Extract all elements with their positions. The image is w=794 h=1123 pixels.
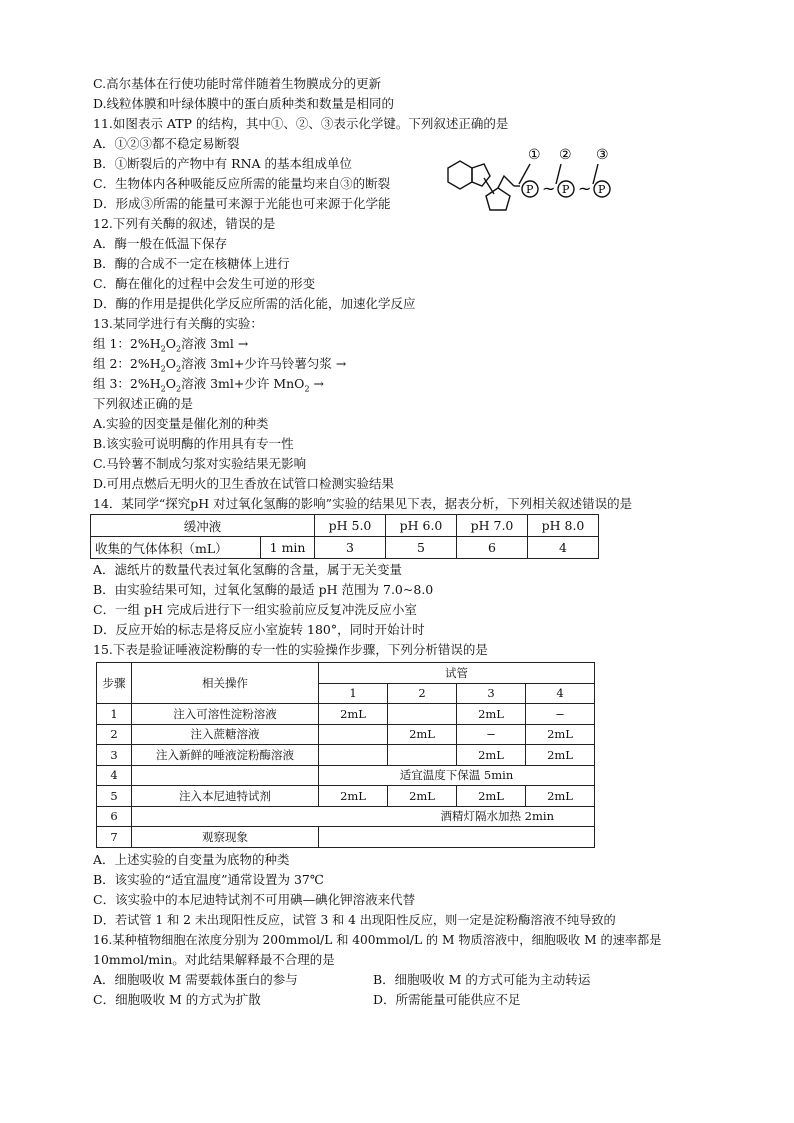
question-13-stem: 13.某同学进行有关酶的实验： (93, 316, 263, 331)
option-line: D.线粒体膜和叶绿体膜中的蛋白质种类和数量是相同的 (93, 96, 395, 111)
table-row-label: 收集的气体体积（mL） (91, 537, 261, 559)
experiment-group-1: 组 1：$2\%H_2O_2$溶液 3ml → (93, 336, 249, 354)
atp-structure-figure (438, 134, 633, 214)
question-11-stem: 11.如图表示 ATP 的结构，其中①、②、③表示化学键。下列叙述正确的是 (93, 116, 509, 131)
table-row: 7 观察现象 (97, 827, 595, 848)
tube-number: 3 (457, 683, 526, 704)
question-15-stem: 15.下表是验证唾液淀粉酶的专一性的实验操作步骤，下列分析错误的是 (93, 642, 488, 657)
option-d: D．若试管 1 和 2 未出现阳性反应，试管 3 和 4 出现阳性反应，则一定是淀粉酶溶液不纯导致的 (93, 912, 616, 927)
option-a: A．酶一般在低温下保存 (93, 236, 228, 251)
table-header-ph: pH 8.0 (528, 515, 599, 537)
option-c: C．酶在催化的过程中会发生可逆的形变 (93, 276, 316, 291)
question-12-stem: 12.下列有关酶的叙述，错误的是 (93, 216, 276, 231)
table-header-ph: pH 7.0 (457, 515, 528, 537)
table-row: 4 适宜温度下保温 5min (97, 765, 595, 786)
option-b: B．该实验的“适宜温度”通常设置为 37℃ (93, 871, 324, 887)
table-cell: 5 (386, 537, 457, 559)
option-a: A．滤纸片的数量代表过氧化氢酶的含量，属于无关变量 (93, 562, 403, 577)
option-line: C.高尔基体在行使功能时常伴随着生物膜成分的更新 (93, 76, 382, 91)
option-c: C．生物体内各种吸能反应所需的能量均来自③的断裂 (93, 176, 391, 191)
experiment-group-3: 组 3：$2\%H_2O_2$溶液 3ml+少许 MnO$_2$ → (93, 376, 324, 394)
question-14-stem: 14．某同学“探究pH 对过氧化氢酶的影响”实验的结果见下表，据表分析，下列相关叙述错误的是 (93, 496, 633, 511)
option-d: D．反应开始的标志是将反应小室旋转 180°，同时开始计时 (93, 622, 425, 637)
option-c: C．该实验中的本尼迪特试剂不可用碘—碘化钾溶液来代替 (93, 891, 416, 907)
exam-page (93, 74, 713, 1010)
option-b: B.该实验可说明酶的作用具有专一性 (93, 436, 294, 451)
option-row (93, 970, 713, 990)
option-b: B．细胞吸收 M 的方式可能为主动转运 (373, 971, 591, 987)
option-d: D.可用点燃后无明火的卫生香放在试管口检测实验结果 (93, 476, 395, 491)
table-row: 6 酒精灯隔水加热 2min (97, 806, 595, 827)
option-d: D．酶的作用是提供化学反应所需的活化能，加速化学反应 (93, 296, 416, 311)
phosphate-label: P (526, 183, 534, 196)
high-energy-bond-tilde: ~ (542, 179, 556, 198)
table-row: 5 注入本尼迪特试剂 2mL 2mL 2mL 2mL (97, 786, 595, 807)
option-d: D．所需能量可能供应不足 (373, 991, 521, 1007)
option-b: B．由实验结果可知，过氧化氢酶的最适 pH 范围为 7.0~8.0 (93, 582, 434, 597)
table-time-cell: 1 min (261, 537, 315, 559)
tube-number: 2 (388, 683, 457, 704)
question-16-stem: 16.某种植物细胞在浓度分别为 200mmol/L 和 400mmol/L 的 M 物质溶液中，细胞吸收 M 的速率都是 (93, 932, 662, 947)
table-cell: 6 (457, 537, 528, 559)
option-a: A．细胞吸收 M 需要载体蛋白的参与 (93, 971, 298, 987)
question-11-options (93, 134, 713, 214)
table-header-operation: 相关操作 (132, 663, 319, 704)
option-a: A．上述实验的自变量为底物的种类 (93, 851, 290, 867)
table-row: 1 注入可溶性淀粉溶液 2mL 2mL − (97, 704, 595, 725)
table-header-buffer: 缓冲液 (91, 515, 315, 537)
adenine-hexagon (448, 161, 472, 189)
table-header-step: 步骤 (97, 663, 132, 704)
ph-results-table (90, 514, 599, 559)
bond-label-3: ③ (596, 147, 609, 163)
tube-number: 4 (526, 683, 595, 704)
table-header-ph: pH 6.0 (386, 515, 457, 537)
tube-number: 1 (319, 683, 388, 704)
option-b: B．①断裂后的产物中有 RNA 的基本组成单位 (93, 156, 353, 171)
option-row (93, 990, 713, 1010)
experiment-group-2: 组 2：$2\%H_2O_2$溶液 3ml+少许马铃薯匀浆 → (93, 356, 347, 374)
bond-label-2: ② (559, 147, 572, 163)
option-c: C．细胞吸收 M 的方式为扩散 (93, 991, 261, 1007)
option-c: C．一组 pH 完成后进行下一组实验前应反复冲洗反应小室 (93, 602, 417, 617)
option-b: B．酶的合成不一定在核糖体上进行 (93, 256, 290, 271)
table-header-tubes: 试管 (319, 663, 595, 684)
table-cell: 4 (528, 537, 599, 559)
question-16-stem-cont: 10mmol/min。对此结果解释最不合理的是 (93, 951, 335, 967)
table-header-ph: pH 5.0 (315, 515, 386, 537)
table-cell: 3 (315, 537, 386, 559)
option-a: A.实验的因变量是催化剂的种类 (93, 416, 269, 431)
ribose-pentagon (486, 188, 510, 210)
high-energy-bond-tilde: ~ (578, 179, 592, 198)
question-13-prompt: 下列叙述正确的是 (93, 396, 194, 411)
phosphate-label: P (598, 183, 606, 196)
option-a: A．①②③都不稳定易断裂 (93, 136, 240, 151)
table-row: 2 注入蔗糖溶液 2mL − 2mL (97, 724, 595, 745)
option-d: D．形成③所需的能量可来源于光能也可来源于化学能 (93, 196, 391, 211)
phosphate-label: P (562, 183, 570, 196)
option-c: C.马铃薯不制成匀浆对实验结果无影响 (93, 456, 307, 471)
bond-label-1: ① (528, 147, 541, 163)
amylase-procedure-table (96, 662, 595, 848)
table-row: 3 注入新鲜的唾液淀粉酶溶液 2mL 2mL (97, 745, 595, 766)
